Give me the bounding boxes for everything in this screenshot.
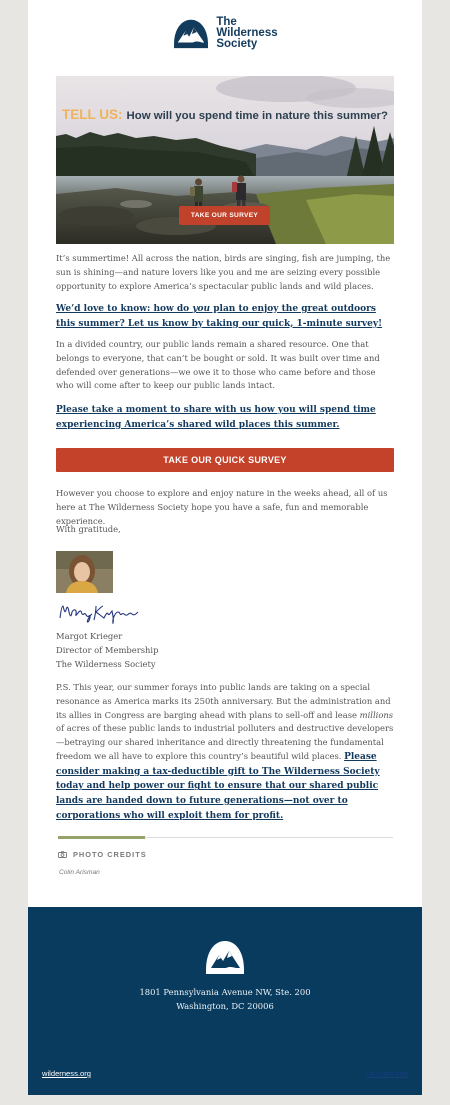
logo-text-line2: Wilderness — [216, 26, 278, 39]
donate-link[interactable]: Please consider making a tax-deductible gift to The Wilderness Society today and help power our fight to ensure that our shared public lands are handed down to future generations—not over to corporations who will exploit them for profit. — [56, 751, 380, 821]
quick-survey-button[interactable]: TAKE OUR QUICK SURVEY — [56, 448, 394, 472]
gratitude-line: With gratitude, — [56, 524, 121, 534]
hero-question: How will you spend time in nature this summer? — [126, 110, 388, 122]
address-line2: Washington, DC 20006 — [176, 1001, 274, 1011]
signer-name: Margot Krieger — [56, 631, 123, 641]
photo-credit-name: Colin Arisman — [59, 869, 100, 876]
address-line1: 1801 Pennsylvania Avenue NW, Ste. 200 — [139, 987, 311, 997]
hero-tell-us: TELL US: — [62, 107, 123, 122]
photo-credits-heading: PHOTO CREDITS — [58, 850, 147, 859]
footer-address — [28, 985, 422, 1013]
footer-logo-icon[interactable] — [204, 938, 246, 976]
logo-text-line3: Society — [216, 37, 258, 50]
avatar — [56, 551, 113, 593]
logo-text-line1: The — [216, 15, 237, 28]
mountain-logo-icon — [172, 16, 210, 50]
divider-accent — [58, 836, 145, 839]
signer-block — [56, 630, 394, 671]
wilderness-org-link[interactable]: wilderness.org — [42, 1069, 91, 1078]
footer — [28, 907, 422, 1095]
email-container — [28, 0, 422, 1095]
signer-title: Director of Membership — [56, 644, 159, 655]
closing-paragraph: However you choose to explore and enjoy nature in the weeks ahead, all of us here at The Wilderness Society hope you have a safe, fun and memorable experience. — [56, 488, 388, 526]
hero-banner[interactable] — [56, 76, 394, 244]
signer-org: The Wilderness Society — [56, 658, 156, 669]
intro-paragraph: It’s summertime! All across the nation, birds are singing, fish are jumping, the sun is shining—and nature lovers like you and me are seizing every possible opportunity to explore America’s spectacular public lands and wild places. — [56, 253, 391, 291]
survey-link-1[interactable]: We’d love to know: how do you plan to enjoy the great outdoors this summer? Let us know by taking our quick, 1-minute survey! — [56, 304, 383, 329]
signature-image — [56, 598, 140, 624]
hero-headline — [56, 107, 394, 122]
logo[interactable] — [172, 16, 277, 50]
shared-resource-paragraph: In a divided country, our public lands remain a shared resource. One that belongs to everyone, that can’t be bought or sold. It was built over time and defended over generations—we owe it to those who came before and those who will come after to keep our public lands intact. — [56, 339, 380, 391]
ps-paragraph: P.S. This year, our summer forays into public lands are taking on a special resonance as America marks its 250th anniversary. But the administration and its allies in Congress are barging ahead with plans to sell-off and lease millions of acres of these public lands to industrial polluters and destructive developers—betraying our shared inheritance and directly threatening the fundamental freedom we all have to explore this country’s beautiful wild places. Please consider making a tax-deductible gift to The Wilderness Society today and help power our fight to ensure that our shared public lands are handed down to future generations—not over to corporations who will exploit them for profit. — [56, 682, 394, 821]
survey-link-2[interactable]: Please take a moment to share with us how you will spend time experiencing America’s shared wild places this summer. — [56, 405, 376, 430]
unsubscribe-link[interactable]: Unsubscribe — [365, 1069, 408, 1078]
header — [28, 0, 422, 66]
camera-icon — [58, 851, 67, 858]
hero-survey-button[interactable]: TAKE OUR SURVEY — [179, 206, 270, 225]
